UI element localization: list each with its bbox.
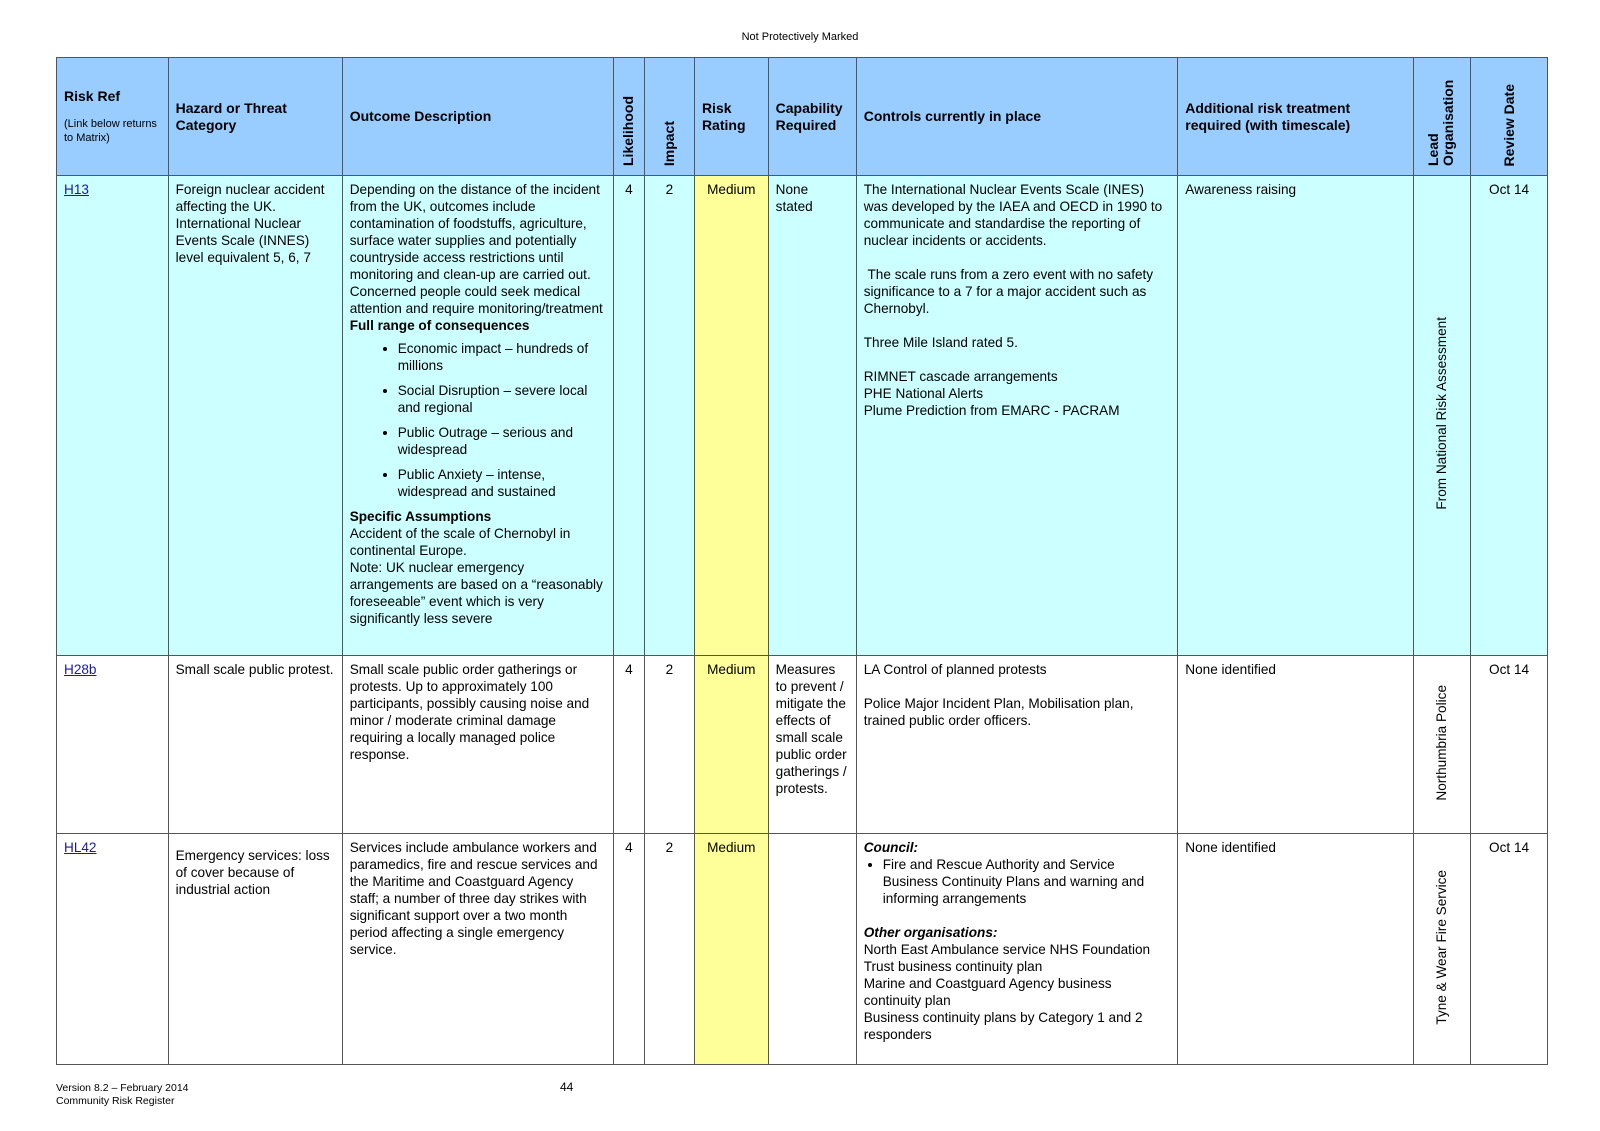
col-lead-org	[1413, 58, 1470, 176]
col-risk-ref-label: Risk Ref	[64, 88, 121, 104]
col-lead-org-label: Lead Organisation	[1424, 79, 1456, 166]
consequences-list	[350, 340, 606, 500]
list-item: • Social Disruption – severe local and regional	[398, 382, 606, 416]
col-capability: Capability Required	[768, 58, 856, 176]
additional-cell: None identified	[1178, 656, 1414, 834]
protective-marking: Not Protectively Marked	[741, 31, 859, 43]
consequences-heading: Full range of consequences	[349, 318, 530, 333]
risk-ref-link[interactable]: HL42	[64, 840, 97, 855]
other-orgs-heading: Other organisations:	[863, 925, 998, 940]
outcome-cell: Small scale public order gatherings or protests. Up to approximately 100 participants, possibly causing noise and minor / moderate criminal damage requiring a locally managed police response.	[342, 656, 613, 834]
controls-paragraph: The International Nuclear Events Scale (INES) was developed by the IAEA and OECD in 1990 to communicate and standardise the reporting of nuclear incidents or accidents.	[863, 182, 1163, 248]
controls-paragraph: Police Major Incident Plan, Mobilisation plan, trained public order officers.	[863, 696, 1134, 728]
controls-line: Plume Prediction from EMARC - PACRAM	[863, 403, 1120, 418]
col-review-date	[1471, 58, 1548, 176]
controls-paragraph: Three Mile Island rated 5.	[863, 335, 1018, 350]
risk-register-table	[56, 57, 1548, 1065]
likelihood-cell: 4	[614, 834, 645, 1065]
footer-version-block	[56, 1082, 189, 1108]
review-date-cell: Oct 14	[1471, 656, 1548, 834]
controls-cell	[856, 656, 1178, 834]
outcome-text: Depending on the distance of the incident from the UK, outcomes include contamination of foodstuffs, agriculture, surface water supplies and potentially countryside access restrictions until monitoring and clean-up are carried out. Concerned people could seek medical attention and require monitoring/treatment	[349, 182, 603, 316]
risk-rating-cell: Medium	[694, 656, 768, 834]
page-number: 44	[560, 1080, 574, 1094]
lead-org-label: Tyne & Wear Fire Service	[1434, 869, 1450, 1025]
impact-cell: 2	[644, 176, 694, 656]
risk-ref-link[interactable]: H28b	[64, 662, 97, 677]
hazard-text: Emergency services: loss of cover because of industrial action	[175, 848, 330, 897]
controls-line: Marine and Coastguard Agency business continuity plan	[863, 976, 1112, 1008]
controls-line: Business continuity plans by Category 1 and 2 responders	[863, 1010, 1143, 1042]
risk-ref-cell	[57, 656, 169, 834]
lead-org-cell	[1413, 834, 1470, 1065]
council-heading: Council:	[863, 840, 919, 855]
footer-doc-name: Community Risk Register	[56, 1095, 175, 1107]
col-outcome: Outcome Description	[342, 58, 613, 176]
risk-rating-cell: Medium	[694, 834, 768, 1065]
controls-cell	[856, 176, 1178, 656]
col-risk-ref-note: (Link below returns to Matrix)	[64, 118, 157, 144]
list-item: • Public Anxiety – intense, widespread and sustained	[398, 466, 606, 500]
risk-ref-cell	[57, 834, 169, 1065]
impact-cell: 2	[644, 656, 694, 834]
col-likelihood	[614, 58, 645, 176]
col-controls: Controls currently in place	[856, 58, 1178, 176]
list-item: • Public Outrage – serious and widespread	[398, 424, 606, 458]
hazard-cell: Small scale public protest.	[168, 656, 342, 834]
col-risk-rating: Risk Rating	[694, 58, 768, 176]
footer-version: Version 8.2 – February 2014	[56, 1082, 189, 1094]
controls-line: RIMNET cascade arrangements	[863, 369, 1058, 384]
col-risk-ref	[57, 58, 169, 176]
col-impact-label: Impact	[660, 120, 677, 166]
table-row	[57, 176, 1548, 656]
col-hazard: Hazard or Threat Category	[168, 58, 342, 176]
col-likelihood-label: Likelihood	[620, 96, 637, 166]
review-date-cell: Oct 14	[1471, 176, 1548, 656]
table-row	[57, 656, 1548, 834]
outcome-cell	[342, 176, 613, 656]
risk-rating-cell: Medium	[694, 176, 768, 656]
additional-cell: Awareness raising	[1178, 176, 1414, 656]
assumptions-heading: Specific Assumptions	[349, 509, 492, 524]
list-item: • Economic impact – hundreds of millions	[398, 340, 606, 374]
outcome-cell: Services include ambulance workers and paramedics, fire and rescue services and the Maritime and Coastguard Agency staff; a number of three day strikes with significant support over a two month period affecting a single emergency service.	[342, 834, 613, 1065]
likelihood-cell: 4	[614, 176, 645, 656]
col-review-date-label: Review Date	[1500, 83, 1517, 166]
col-impact	[644, 58, 694, 176]
hazard-cell: Foreign nuclear accident affecting the UK. International Nuclear Events Scale (INNES) level equivalent 5, 6, 7	[168, 176, 342, 656]
capability-cell: None stated	[768, 176, 856, 656]
review-date-cell: Oct 14	[1471, 834, 1548, 1065]
controls-line: PHE National Alerts	[863, 386, 984, 401]
assumptions-text: Accident of the scale of Chernobyl in continental Europe.	[349, 526, 571, 558]
capability-cell: Measures to prevent / mitigate the effects of small scale public order gatherings / protests.	[768, 656, 856, 834]
impact-cell: 2	[644, 834, 694, 1065]
controls-line: North East Ambulance service NHS Foundation Trust business continuity plan	[863, 942, 1151, 974]
likelihood-cell: 4	[614, 656, 645, 834]
list-item: • Fire and Rescue Authority and Service Business Continuity Plans and warning and informing arrangements	[883, 856, 1171, 907]
controls-paragraph: The scale runs from a zero event with no safety significance to a 7 for a major accident such as Chernobyl.	[863, 267, 1157, 316]
col-additional: Additional risk treatment required (with timescale)	[1178, 58, 1414, 176]
hazard-cell	[168, 834, 342, 1065]
risk-ref-cell	[57, 176, 169, 656]
lead-org-label: From National Risk Assessment	[1434, 317, 1450, 510]
additional-cell: None identified	[1178, 834, 1414, 1065]
lead-org-label: Northumbria Police	[1434, 684, 1450, 801]
controls-paragraph: LA Control of planned protests	[863, 662, 1047, 677]
header-row	[57, 58, 1548, 176]
council-list	[864, 856, 1171, 907]
risk-ref-link[interactable]: H13	[64, 182, 89, 197]
table-row	[57, 834, 1548, 1065]
controls-cell	[856, 834, 1178, 1065]
assumptions-note: Note: UK nuclear emergency arrangements are based on a “reasonably foreseeable” event which is very significantly less severe	[349, 560, 603, 626]
lead-org-cell	[1413, 656, 1470, 834]
capability-cell	[768, 834, 856, 1065]
lead-org-cell	[1413, 176, 1470, 656]
